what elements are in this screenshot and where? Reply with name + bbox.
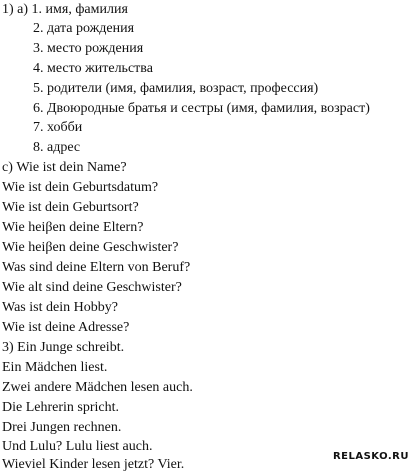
- question-line: Wie ist dein Geburtsort?: [2, 200, 139, 215]
- sentence-line: Ein Mädchen liest.: [2, 360, 108, 375]
- sentence-line: Wieviel Kinder lesen jetzt? Vier.: [2, 457, 185, 472]
- question-line: Wie alt sind deine Geschwister?: [2, 280, 182, 295]
- list-item: [33, 118, 82, 138]
- sentence-line: Und Lulu? Lulu liest auch.: [2, 439, 153, 454]
- watermark: RELASKO.RU: [332, 451, 409, 462]
- list-item: [33, 19, 134, 39]
- list-item-text: дата рождения: [47, 21, 135, 36]
- section1-first-line: 1) а) 1. имя, фамилия: [2, 2, 128, 17]
- list-item: [33, 59, 153, 79]
- list-item-text: родители (имя, фамилия, возраст, профессия): [47, 81, 319, 96]
- list-item-number: 7.: [33, 120, 44, 135]
- list-item-number: 2.: [33, 21, 44, 36]
- list-item: [33, 138, 80, 158]
- list-item: [33, 79, 318, 99]
- list-item-number: 6.: [33, 101, 44, 116]
- sentence-line: Drei Jungen rechnen.: [2, 420, 122, 435]
- list-item-text: место рождения: [47, 41, 144, 56]
- question-line: Was ist dein Hobby?: [2, 300, 118, 315]
- list-item-number: 4.: [33, 61, 44, 76]
- sentence-line: Zwei andere Mädchen lesen auch.: [2, 380, 193, 395]
- question-line: Wie heiβen deine Eltern?: [2, 220, 144, 235]
- list-item-text: адрес: [47, 140, 81, 155]
- list-item: [33, 99, 370, 119]
- list-item-number: 5.: [33, 81, 44, 96]
- question-line: Wie heiβen deine Geschwister?: [2, 240, 179, 255]
- question-line: Was sind deine Eltern von Beruf?: [2, 260, 191, 275]
- list-item-text: Двоюродные братья и сестры (имя, фамилия, возраст): [47, 101, 370, 116]
- list-item-number: 3.: [33, 41, 44, 56]
- question-line: Wie ist dein Geburtsdatum?: [2, 180, 159, 195]
- sentence-line: Die Lehrerin spricht.: [2, 400, 120, 415]
- list-item: [33, 39, 143, 59]
- question-line: Wie ist deine Adresse?: [2, 320, 130, 335]
- list-item-number: 8.: [33, 140, 44, 155]
- list-item-text: место жительства: [47, 61, 153, 76]
- list-item-text: хобби: [47, 120, 83, 135]
- question-line: с) Wie ist dein Name?: [2, 160, 127, 175]
- sentence-line: 3) Ein Junge schreibt.: [2, 340, 125, 355]
